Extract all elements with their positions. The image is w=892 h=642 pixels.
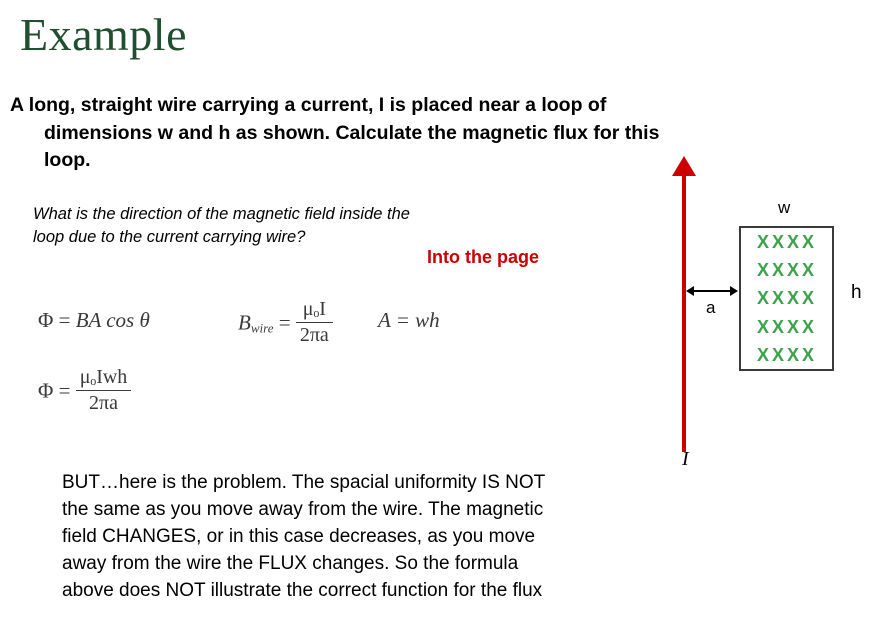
wire-loop-diagram	[640, 160, 890, 480]
flux-result-lhs: Φ =	[38, 378, 71, 403]
area-lhs: A =	[378, 308, 410, 332]
distance-arrow-right-head	[730, 286, 738, 296]
current-arrow-shaft	[682, 170, 686, 452]
flux-result-denominator: 2πa	[76, 390, 132, 415]
equation-flux-definition	[38, 308, 150, 333]
field-marker-row: XXXX	[756, 288, 818, 309]
area-rhs: wh	[415, 308, 440, 332]
conclusion-line-1: BUT…here is the problem. The spacial uniformity IS NOT	[62, 472, 546, 493]
equation-flux-result	[38, 368, 131, 417]
field-marker-row: XXXX	[756, 344, 818, 365]
current-arrow-head-icon	[672, 156, 696, 176]
distance-arrow-bar	[692, 290, 732, 292]
equation-b-wire	[238, 300, 333, 349]
b-wire-denominator: 2πa	[296, 322, 333, 347]
problem-statement-line-3: loop.	[44, 149, 91, 172]
question-line-2: loop due to the current carrying wire?	[33, 228, 306, 247]
field-marker-row: XXXX	[756, 316, 818, 337]
problem-statement-line-1: A long, straight wire carrying a current, I is placed near a loop of	[10, 94, 607, 116]
flux-result-fraction	[76, 366, 132, 415]
conclusion-line-4: away from the wire the FLUX changes. So the formula	[62, 552, 519, 574]
answer-text: Into the page	[427, 247, 539, 267]
field-marker-row: XXXX	[756, 232, 818, 253]
problem-statement-line-2: dimensions w and h as shown. Calculate the magnetic flux for this	[44, 121, 660, 144]
conclusion-text	[62, 470, 722, 605]
field-into-page-markers	[743, 228, 831, 369]
b-wire-subscript: wire	[250, 320, 274, 336]
equation-area	[378, 308, 440, 333]
conclusion-line-3: field CHANGES, or in this case decreases, as you move	[62, 525, 536, 547]
question-line-1: What is the direction of the magnetic field inside the	[33, 205, 410, 223]
current-label: I	[682, 448, 689, 470]
conclusion-line-5: above does NOT illustrate the correct function for the flux	[62, 579, 543, 601]
flux-result-numerator: μₒIwh	[79, 366, 128, 388]
page-title: Example	[20, 9, 187, 60]
width-label: w	[778, 198, 791, 217]
b-wire-lhs: B	[238, 310, 251, 335]
height-label: h	[851, 282, 862, 303]
distance-arrow-icon	[686, 285, 738, 297]
flux-definition-lhs: Φ =	[38, 308, 71, 332]
b-wire-fraction	[296, 298, 333, 347]
field-marker-row: XXXX	[756, 260, 818, 281]
flux-definition-rhs: BA cos θ	[75, 308, 150, 332]
distance-label: a	[706, 298, 716, 317]
conclusion-line-2: the same as you move away from the wire. The magnetic	[62, 498, 544, 520]
question-text	[33, 203, 563, 250]
b-wire-equals: =	[278, 310, 291, 335]
b-wire-numerator: μₒI	[302, 298, 326, 320]
